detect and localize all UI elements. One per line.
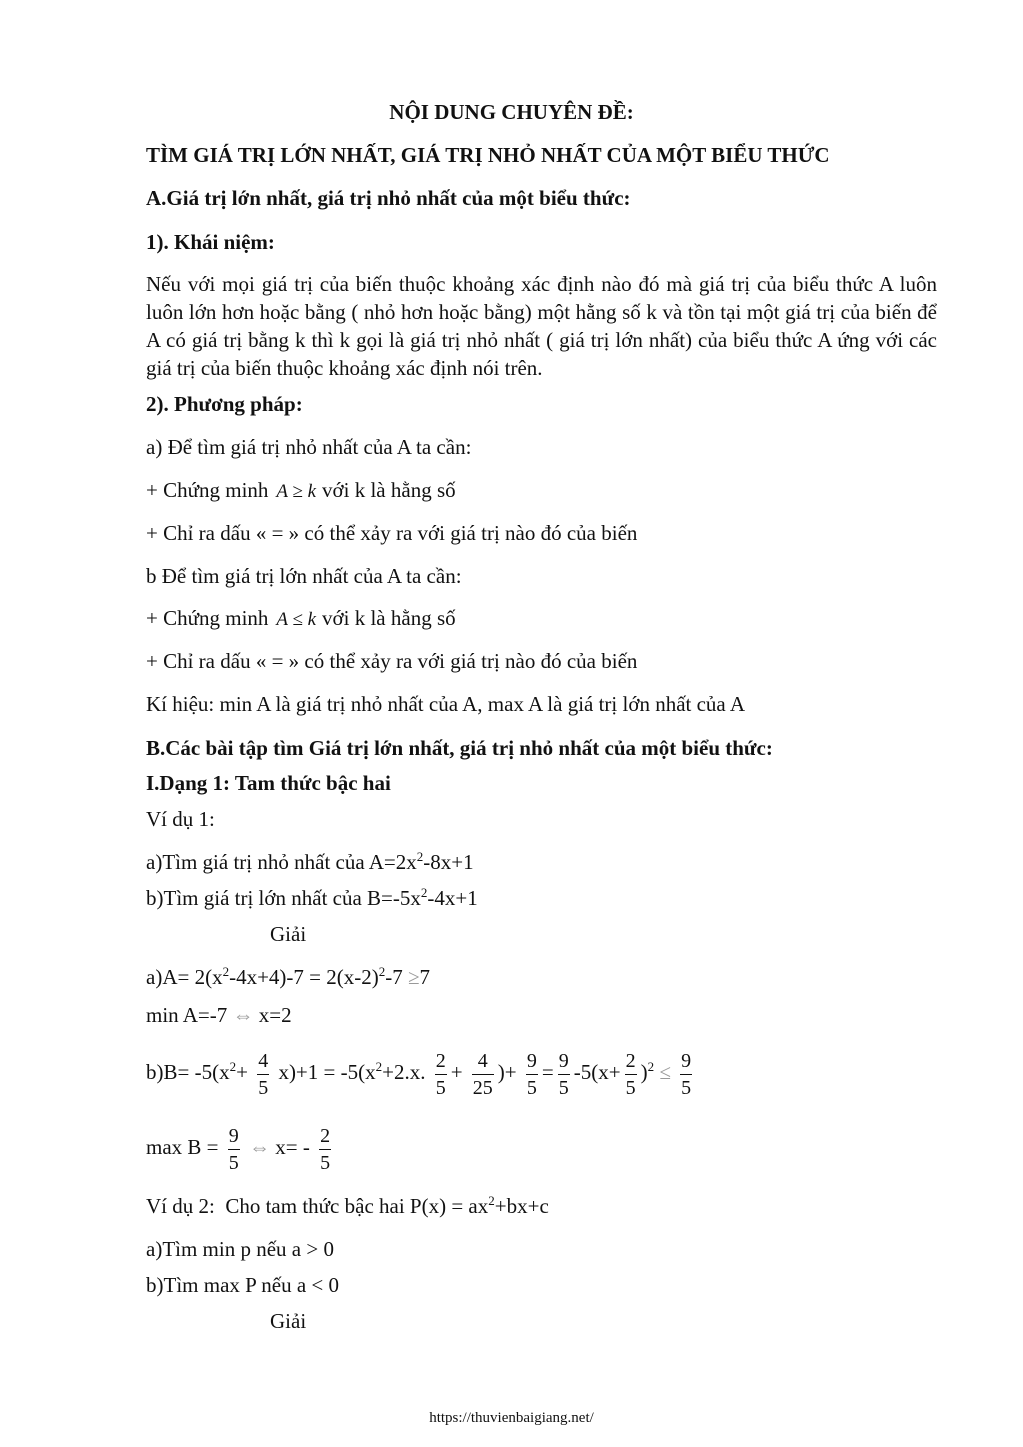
max-inequality: A ≤ k: [276, 609, 317, 630]
document-title: NỘI DUNG CHUYÊN ĐỀ:: [389, 100, 634, 124]
notation-line: Kí hiệu: min A là giá trị nhỏ nhất của A, max A là giá trị lớn nhất của A: [146, 692, 746, 716]
section-b-heading: B.Các bài tập tìm Giá trị lớn nhất, giá trị nhỏ nhất của một biểu thức:: [146, 736, 773, 760]
max-step-1-suffix: với k là hằng số: [322, 606, 456, 630]
example-2-solution-label: Giải: [270, 1309, 307, 1333]
solution-a-line-2: min A=-7 ⇔ x=2: [146, 1003, 292, 1027]
document-subtitle: TÌM GIÁ TRỊ LỚN NHẤT, GIÁ TRỊ NHỎ NHẤT CỦA MỘT BIỂU THỨC: [146, 143, 830, 167]
fraction-2-5: $\frac{2}{5}$: [320, 1124, 331, 1174]
example-2-part-a: a)Tìm min p nếu a > 0: [146, 1237, 334, 1261]
example-2-line: Ví dụ 2: Cho tam thức bậc hai $P(x) = ax^2+bx+c$: [146, 1193, 549, 1218]
type-1-heading: I.Dạng 1: Tam thức bậc hai: [146, 771, 391, 795]
example-1-part-a: a)Tìm giá trị nhỏ nhất của $A=2x^2-8x+1$: [146, 849, 474, 874]
max-step-1-prefix: + Chứng minh: [146, 606, 269, 630]
min-inequality: A ≥ k: [276, 481, 317, 502]
fraction-2-5: $\frac{2}{5}$: [435, 1049, 446, 1099]
fraction-9-5: $\frac{9}{5}$: [681, 1049, 692, 1099]
fraction-9-5: $\frac{9}{5}$: [558, 1049, 569, 1099]
example-2-label: Ví dụ 2:: [146, 1194, 215, 1218]
max-step-1: [146, 606, 456, 632]
min-step-1-suffix: với k là hằng số: [322, 478, 456, 502]
concept-paragraph: Nếu với mọi giá trị của biến thuộc khoảng xác định nào đó mà giá trị của biểu thức A luôn luôn lớn hơn hoặc bằng ( nhỏ hơn hoặc bằng) một hằng số k và tồn tại một giá trị của biến để A có giá trị bằng k thì k gọi là giá trị nhỏ nhất ( giá trị lớn nhất) của biểu thức A ứng với các giá trị của biến thuộc khoảng xác định nói trên.: [146, 272, 937, 380]
fraction-9-5: $\frac{9}{5}$: [228, 1124, 239, 1174]
min-step-1: [146, 478, 456, 504]
fraction-9-5: $\frac{9}{5}$: [526, 1049, 537, 1099]
fraction-2-5: $\frac{2}{5}$: [625, 1049, 636, 1099]
fraction-4-25: $\frac{4}{25}$: [472, 1049, 493, 1099]
example-1-solution-label: Giải: [270, 922, 307, 946]
solution-b-line-1: $b)B= -5(x^2+$ $\frac{4}{5}$ $x)+1 = -5(x^2+2.x$. $\frac{2}{5}$ + $\frac{4}{25}$ )+ $\frac{9}{5}$ = $\frac{9}{5}$ -5(x+ $\frac{2}{5}$ )$^2$ ≤ $\frac{9}{5}$: [146, 1049, 692, 1099]
max-method-intro: b Để tìm giá trị lớn nhất của A ta cần:: [146, 564, 462, 588]
footer-url[interactable]: https://thuvienbaigiang.net/: [429, 1410, 594, 1426]
method-heading: 2). Phương pháp:: [146, 392, 303, 416]
example-2-part-b: b)Tìm max P nếu a < 0: [146, 1273, 340, 1297]
example-1-label: Ví dụ 1:: [146, 807, 215, 831]
concept-heading: 1). Khái niệm:: [146, 230, 275, 254]
min-step-1-prefix: + Chứng minh: [146, 478, 269, 502]
section-a-heading: A.Giá trị lớn nhất, giá trị nhỏ nhất của một biểu thức:: [146, 186, 631, 210]
min-method-intro: a) Để tìm giá trị nhỏ nhất của A ta cần:: [146, 435, 472, 459]
solution-b-line-2: max B = $\frac{9}{5}$ ⇔ x= - $\frac{2}{5}$: [146, 1124, 331, 1174]
min-step-2: + Chỉ ra dấu « = » có thể xảy ra với giá trị nào đó của biến: [146, 521, 638, 545]
solution-a-line-1: $a)A= 2(x^2-4x+4)-7 = 2(x-2)^2-7 \ge 7$: [146, 964, 431, 989]
example-1-part-b: b)Tìm giá trị lớn nhất của $B=-5x^2-4x+1$: [146, 885, 478, 910]
max-step-2: + Chỉ ra dấu « = » có thể xảy ra với giá trị nào đó của biến: [146, 649, 638, 673]
fraction-4-5: $\frac{4}{5}$: [258, 1049, 269, 1099]
